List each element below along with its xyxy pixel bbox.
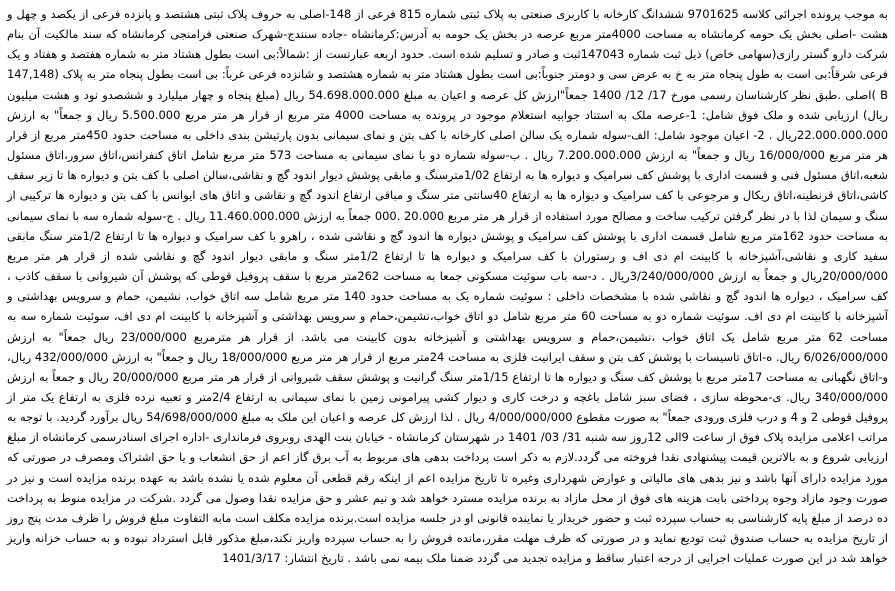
auction-notice-text: به موجب پرونده اجرائی کلاسه 9701625 ششدانگ کارخانه با کاربری صنعتی به پلاک ثبتی شماره 815 فرعی از 148-اصلی به حروف پلاک ثبتی هشتصد و پانزده فرعی از یکصد و چهل و هشت -اصلی بخش یک حومه کرمانشاه به مساحت 4000متر مربع عرصه در بخش یک حومه به آدرس:کرمانشاه -جاده سنندج-شهرک صنعتی فرامنجی کرمانشاه که سند مالکیت آن بنام شرکت دارو گستر رازی(سهامی خاص) ذیل ثبت شماره 147043ثبت و صادر و تسلیم شده است. حدود اربعه عبارتست از :شمالاً:بی است بطول هشتاد متر به شماره هفتصد و هفتاد و یک فرعی شرقاً:بی است به طول پنجاه متر به خ به عرض سی و دومتر جنوباً:بی است بطول هشتاد متر به شماره هشتصد و شانزده فرعی غرباً: بی است بطول پنجاه متر به پلاک (147,148 B )اصلی .طبق نظر کارشناسان رسمی مورخ 17/ 12/ 1400 جمعاً"ارزش کل عرصه و اعیان به مبلغ 54.698.000.000 ریال (مبلغ پنجاه و چهار میلیارد و ششصدو نود و هشت میلیون ریال) ارزیابی شده و ملک فوق شامل: 1-عرصه ملک به استناد جوابیه استعلام موجود در پرونده به مساحت 4000 متر مربع از قرار هر متر مربع 5.500.000 ریال و جمعاً" به ارزش 22.000.000.000ریال . 2- اعیان موجود شامل: الف-سوله شماره یک سالن اصلی کارخانه با کف بتن و نمای سیمانی بدون پارتیشن بندی داخلی به مساحت حدود 450متر مربع از قرار هر متر مربع 16/000/000 ریال و جمعاً" به ارزش 7.200.000.000 ریال . ب-سوله شماره دو با نمای سیمانی به مساحت 573 متر مربع شامل اتاق کنفرانس،اتاق سرور،اتاق مسئول شعبه،اتاق مسئول فنی و قسمت اداری با پوشش کف سرامیک و دیواره ها به ارتفاع 1/02مترسنگ و مابقی پوشش دیوار اندود گچ و نقاشی،سالن اصلی با کف بتن و دیواره ها تا زیر سقف کاشی،اتاق قرنطینه،اتاق ریکال و مرجوعی با کف سرامیک و دیواره ها به ارتفاع 40سانتی متر سنگ و مباقی ارتفاع اندود گچ و نقاشی و اتاق های ایوانس با کف بتن و دیواره ها ترکیبی از سنگ و سیمان لذا با در نظر گرفتن ترکیب ساخت و مصالح مورد استفاده از قرار هر متر مربع 20.000 .000 جمعاً به ارزش 11.460.000.000 ریال . ج-سوله شماره سه با نمای سیمانی به مساحت حدود 162متر مربع شامل قسمت اداری با پوشش کف سرامیک و پوشش دیواره ها اندود گچ و نقاشی شده ، راهرو با کف سرامیک و دیواره ها تا ارتفاع 1/2متر سنگ مابقی سفید کاری و نقاشی،آشپزخانه با کابینت ام دی اف و رستوران با کف سرامیک و دیواره ها تا ارتفاع 1/2متر سنگ و مابقی دیوار اندود گچ و نقاشی شده از قرار هر متر مربع 20/000/000ریال و جمعاً به ارزش 3/240/000/000ریال . د-سه باب سوئیت مسکونی جمعا به مساحت 262متر مربع با سقف پروفیل قوطی که پوشش آن شیروانی با سقف کاذب ، کف سرامیک ، دیواره ها اندود گچ و نقاشی شده با مشخصات داخلی : سوئیت شماره یک به مساحت حدود 140 متر مربع شامل سه اتاق خواب، نشیمن، حمام و سرویس بهداشتی و آشپزخانه با کابینت ام دی اف. سوئیت شماره دو به مساحت 60 متر مربع شامل دو اتاق خواب،نشیمن،حمام و سرویس بهداشتی و آشپزخانه با کابینت ام دی اف، سوئیت شماره سه به مساحت 62 متر مربع شامل یک اتاق خواب ،نشیمن،حمام و سرویس بهداشتی و آشپزخانه بدون کابینت می باشد. از قرار هر مترمربع 23/000/000 ریال جمعاً" به ارزش 6/026/000/000 ریال. ه-اتاق تاسیسات با پوشش کف بتن و سقف ایرانیت فلزی به مساحت 24متر مربع از قرار هر متر مربع 18/000/000 ریال و جمعاً" به ارزش 432/000/000 ریال، و-اتاق نگهبانی به مساحت 17متر مربع با پوشش کف سنگ و دیواره ها تا ارتفاع 1/15متر سنگ گرانیت و پوشش سقف شیروانی از قرار هر متر مربع 20/000/000 ریال و جمعاً به ارزش 340/000/000 ریال. ی-محوطه سازی ، فضای سبز شامل باغچه و درخت کاری و دیوار کشی پیرامونی زمین با نمای سیمانی به ارتفاع 2/4متر و تعبیه نرده فلزی به ارتفاع یک متر از پروفیل قوطی 2 و 4 و درب فلزی ورودی جمعاً" به صورت مقطوع 4/000/000/000 ریال . لذا ارزش کل عرصه و اعیان این ملک به مبلغ 54/698/000/000 ریال برآورد گردید. با توجه به مراتب اعلامی مزایده پلاک فوق از ساعت 9الی 12روز سه شنبه 31/ 03/ 1401 در شهرستان کرمانشاه - خیابان بنت الهدی روبروی فرمانداری -اداره اجرای اسنادرسمی کرمانشاه از مبلغ ارزیابی شروع و به بالاترین قیمت پیشنهادی نقدا فروخته می گردد.لازم به ذکر است پرداخت بدهی های مربوط به آب برق گاز اعم از حق انشعاب و یا حق اشتراک ومصرف در صورتی که مورد مزایده دارای آنها باشد و نیز بدهی های مالیاتی و عوارض شهرداری وغیره تا تاریخ مزایده اعم از اینکه رقم قطعی آن معلوم شده یا نشده باشد به عهده برنده مزایده است و نیز در صورت وجود مازاد وجوه پرداختی بابت هزینه های فوق از محل مازاد به برنده مزایده مسترد خواهد شد و نیم عشر و حق مزایده نقدا وصول می گردد .شرکت در مزایده منوط به پرداخت ده درصد از مبلغ پایه کارشناسی به حساب سپرده ثبت و حضور خریدار یا نماینده قانونی او در جلسه مزایده است.برنده مزایده مکلف است مابه التفاوت مبلغ فروش را ظرف مدت پنج روز از تاریخ مزایده به حساب صندوق ثبت تودیع نماید و در صورتی که ظرف مهلت مقرر،مانده فروش را به حساب سپرده واریز نکند،مبلغ مذکور قابل استرداد نبوده و به حساب خزانه واریز خواهد شد در این صورت عملیات اجرایی از درجه اعتبار ساقط و مزایده تجدید می گردد ضمنا ملک بیمه نمی باشد . تاریخ انتشار: 1401/3/17 [7, 7, 889, 566]
